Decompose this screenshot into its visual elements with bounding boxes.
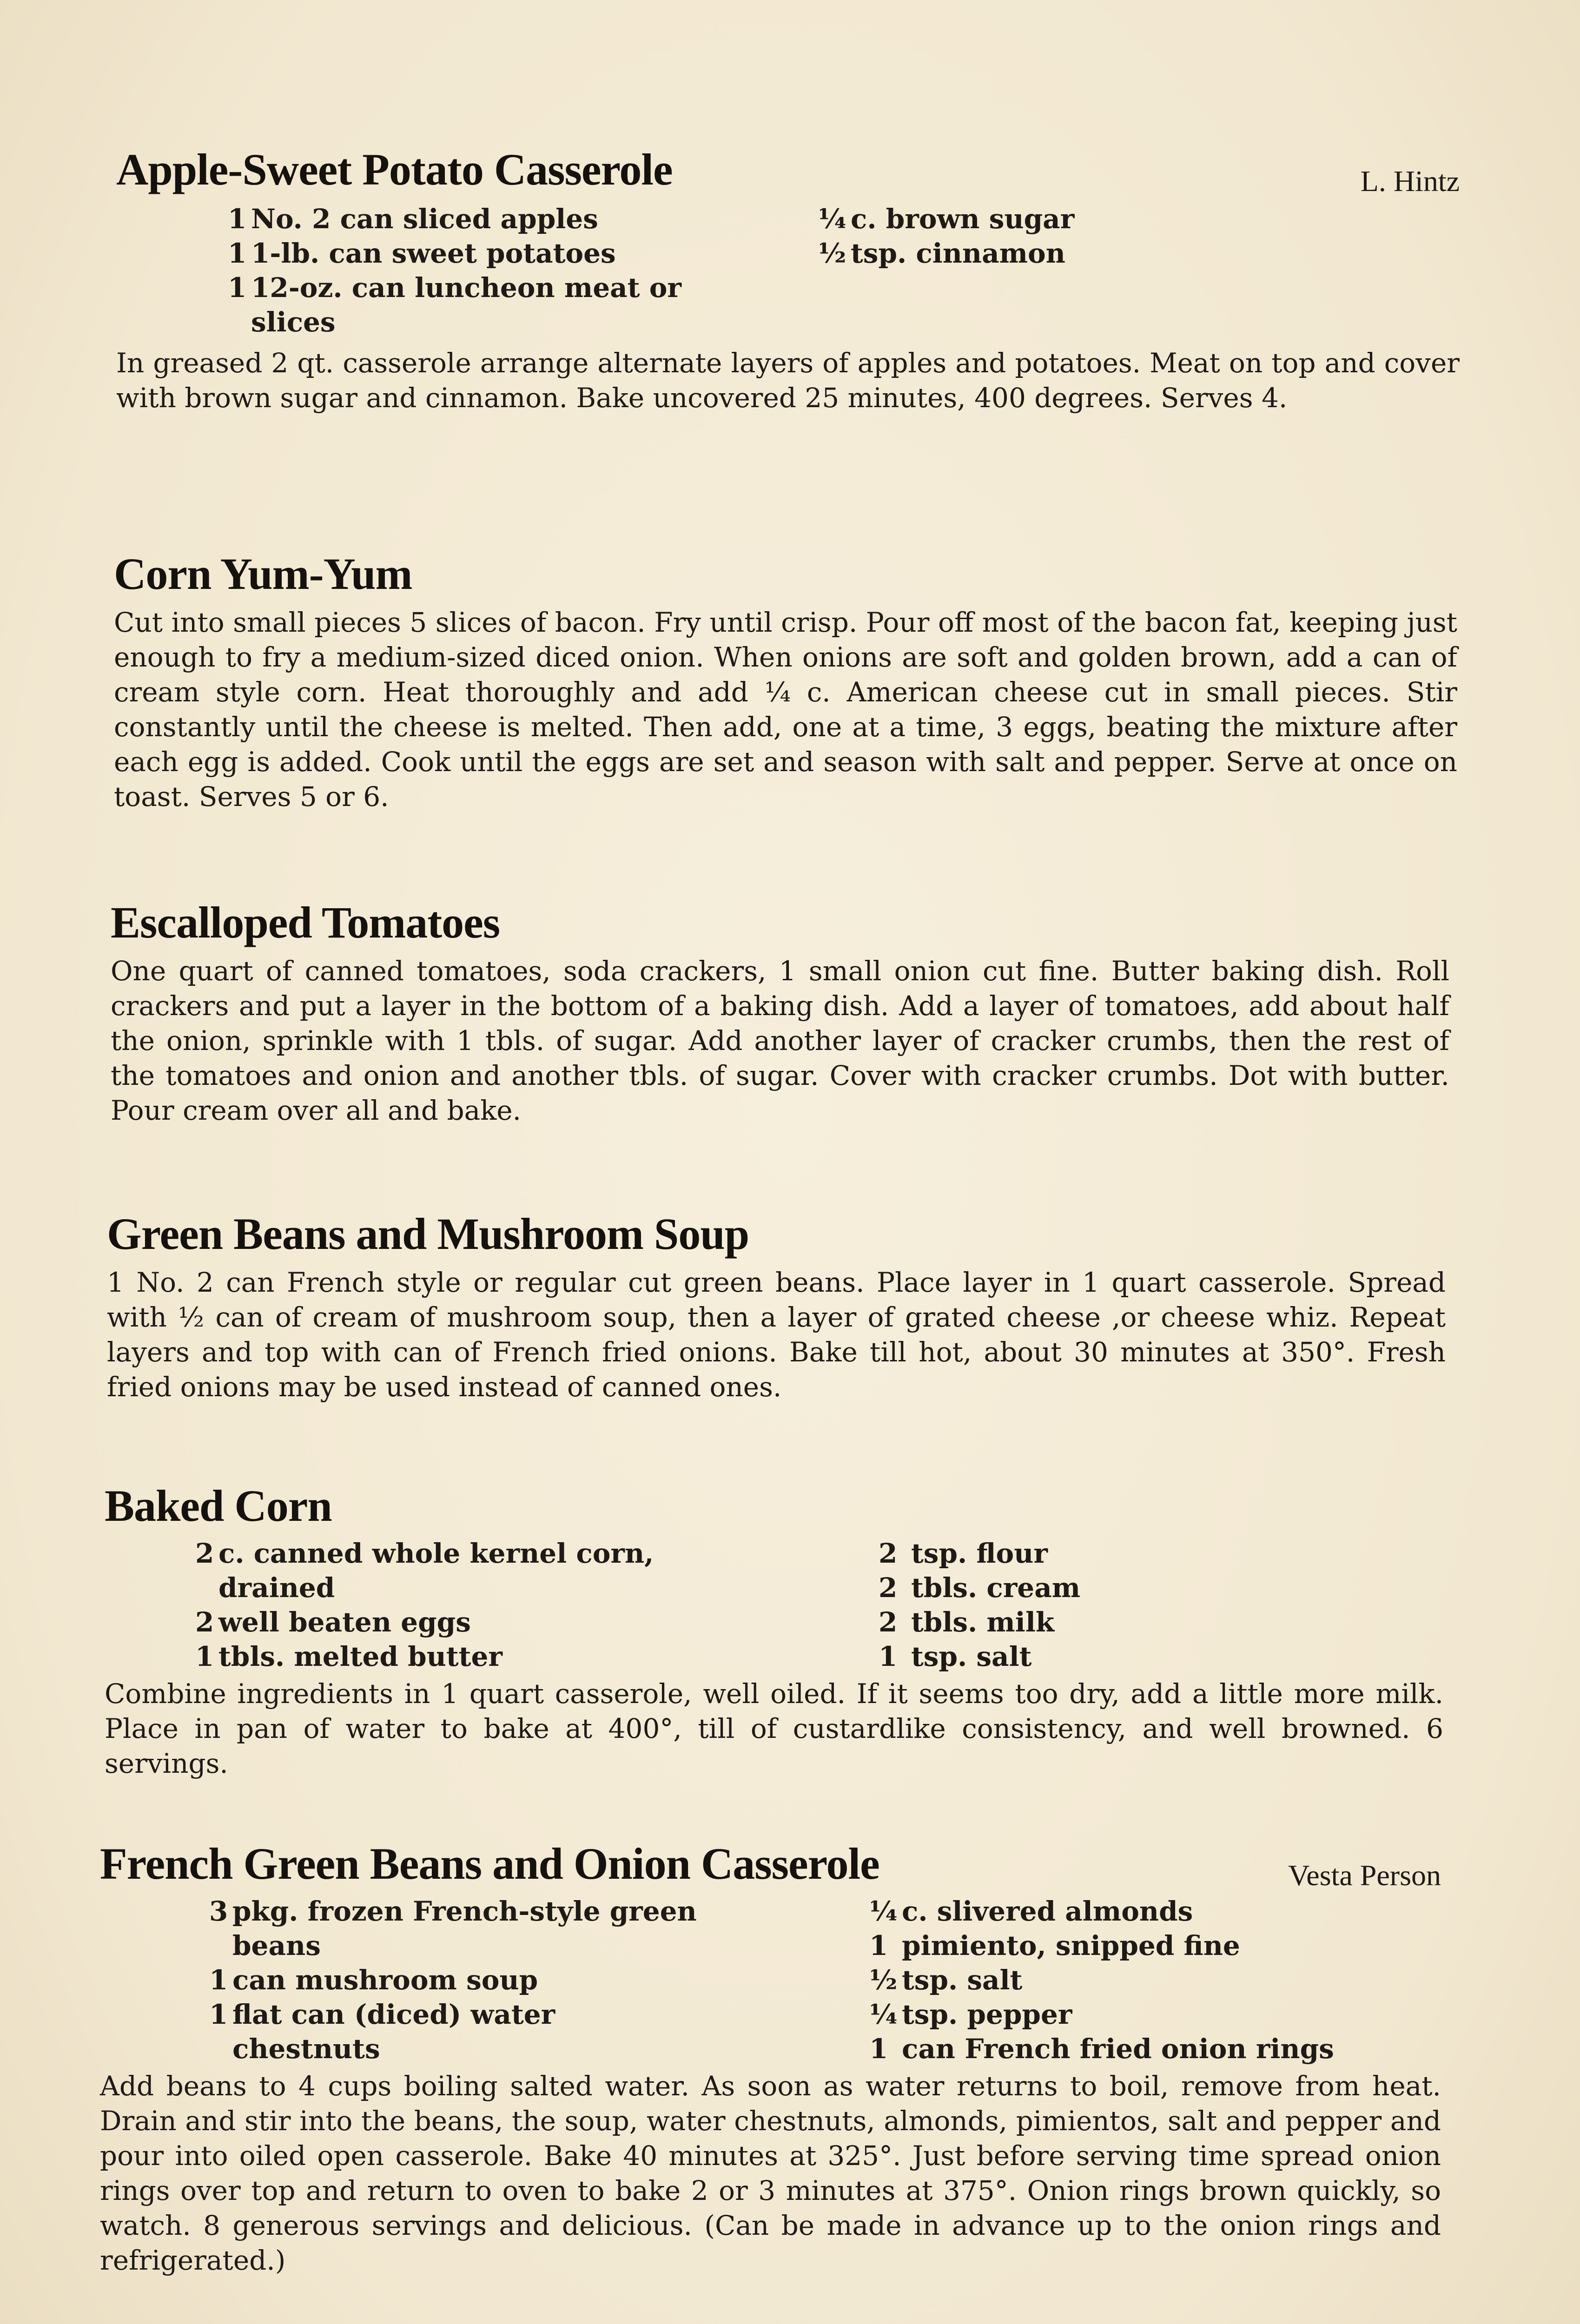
recipe-header bbox=[100, 1834, 1441, 1894]
ingredient-qty: ½ bbox=[869, 1964, 898, 1996]
recipe-escalloped-tomatoes bbox=[111, 892, 1449, 1155]
ingredient-qty: 2 bbox=[195, 1538, 214, 1569]
ingredient bbox=[195, 1605, 962, 1639]
ingredient bbox=[869, 1997, 1548, 2032]
ingredient-list bbox=[116, 202, 1460, 339]
ingredient-text: c. brown sugar bbox=[851, 203, 1075, 235]
ingredient bbox=[228, 271, 716, 339]
ingredient-text: pimiento, snipped fine bbox=[902, 1930, 1240, 1961]
ingredient-qty: 2 bbox=[879, 1538, 898, 1569]
recipe-header bbox=[107, 1204, 1446, 1264]
recipe-title: Escalloped Tomatoes bbox=[111, 898, 500, 947]
ingredient-text: 12-oz. can luncheon meat or slices bbox=[251, 272, 681, 338]
recipe-title: French Green Beans and Onion Casserole bbox=[100, 1839, 879, 1888]
ingredient bbox=[209, 1894, 697, 1963]
ingredient-qty: ½ bbox=[818, 238, 846, 269]
recipe-directions: 1 No. 2 can French style or regular cut green beans. Place layer in 1 quart casserole. Spread with ½ can of cream of mushroom soup, then a layer of grated cheese ,or cheese whiz. Repeat layers and top with can of French fried onions. Bake till hot, about 30 minutes at 350°. Fresh fried onions may be used instead of canned ones. bbox=[107, 1267, 1446, 1403]
ingredient-qty: 1 bbox=[228, 203, 247, 235]
recipe-title: Corn Yum-Yum bbox=[114, 549, 412, 599]
ingredient-text: c. slivered almonds bbox=[902, 1895, 1193, 1927]
recipe-directions: Combine ingredients in 1 quart casserole, well oiled. If it seems too dry, add a little more milk. Place in pan of water to bake at 400°, till of custardlike consistency, and well browned. 6 servings. bbox=[105, 1678, 1443, 1779]
ingredient-qty: 2 bbox=[195, 1606, 214, 1638]
ingredient-text: tsp. cinnamon bbox=[851, 238, 1065, 269]
ingredient-text: tsp. flour bbox=[911, 1538, 1048, 1569]
recipe-directions: Cut into small pieces 5 slices of bacon. Fry until crisp. Pour off most of the bacon fat, keeping just enough to fry a medium-sized diced onion. When onions are soft and golden brown, add a can of cream style corn. Heat thoroughly and add ¼ c. American cheese cut in small pieces. Stir constantly until the cheese is melted. Then add, one at a time, 3 eggs, beating the mixture after each egg is added. Cook until the eggs are set and season with salt and pepper. Serve at once on toast. Serves 5 or 6. bbox=[114, 607, 1457, 812]
ingredient bbox=[879, 1605, 1427, 1639]
ingredient bbox=[879, 1536, 1427, 1571]
recipe-title: Baked Corn bbox=[105, 1481, 332, 1531]
recipe-directions: In greased 2 qt. casserole arrange alternate layers of apples and potatoes. Meat on top and cover with brown sugar and cinnamon. Bake uncovered 25 minutes, 400 degrees. Serves 4. bbox=[116, 347, 1460, 414]
ingredient-column-right bbox=[869, 1894, 1548, 2066]
recipe-french-green-beans-onion-casserole bbox=[100, 1834, 1441, 2305]
ingredient-text: tsp. pepper bbox=[902, 1999, 1072, 2030]
ingredient-text: tsp. salt bbox=[902, 1964, 1023, 1996]
recipe-header bbox=[105, 1476, 1443, 1536]
ingredient-text: tbls. milk bbox=[911, 1606, 1055, 1638]
ingredient-text: c. canned whole kernel corn, drained bbox=[218, 1538, 654, 1604]
recipe-directions: One quart of canned tomatoes, soda crackers, 1 small onion cut fine. Butter baking dish. Roll crackers and put a layer in the bottom of a baking dish. Add a layer of tomatoes, add about half the onion, sprinkle with 1 tbls. of sugar. Add another layer of cracker crumbs, then the rest of the tomatoes and onion and another tbls. of sugar. Cover with cracker crumbs. Dot with butter. Pour cream over all and bake. bbox=[111, 955, 1449, 1126]
recipe-apple-sweet-potato-casserole bbox=[116, 139, 1460, 442]
ingredient-list bbox=[105, 1536, 1443, 1674]
ingredient-text: can mushroom soup bbox=[232, 1964, 538, 1996]
ingredient-qty: 1 bbox=[209, 1999, 228, 2030]
ingredient-text: well beaten eggs bbox=[218, 1606, 471, 1638]
recipe-author: Vesta Person bbox=[1288, 1859, 1441, 1892]
ingredient-qty: 1 bbox=[195, 1641, 214, 1672]
ingredient-qty: ¼ bbox=[869, 1895, 898, 1927]
recipe-directions: Add beans to 4 cups boiling salted water. As soon as water returns to boil, remove from heat. Drain and stir into the beans, the soup, water chestnuts, almonds, pimientos, salt and pepper and pour into oiled open casserole. Bake 40 minutes at 325°. Just before serving time spread onion rings over top and return to oven to bake 2 or 3 minutes at 375°. Onion rings brown quickly, so watch. 8 generous servings and delicious. (Can be made in advance up to the onion rings and refrigerated.) bbox=[100, 2070, 1441, 2276]
ingredient-column-right bbox=[879, 1536, 1427, 1674]
ingredient-qty: ¼ bbox=[818, 203, 846, 235]
ingredient bbox=[879, 1571, 1427, 1605]
recipe-title: Apple-Sweet Potato Casserole bbox=[116, 145, 673, 194]
ingredient bbox=[209, 1997, 674, 2066]
ingredient-text: flat can (diced) water chestnuts bbox=[232, 1999, 555, 2065]
ingredient bbox=[818, 202, 1548, 236]
ingredient-text: No. 2 can sliced apples bbox=[251, 203, 598, 235]
ingredient-qty: 1 bbox=[879, 1641, 898, 1672]
ingredient-text: tsp. salt bbox=[911, 1641, 1032, 1672]
ingredient-text: tbls. cream bbox=[911, 1572, 1081, 1604]
ingredient-text: pkg. frozen French-style green beans bbox=[232, 1895, 697, 1961]
recipe-title: Green Beans and Mushroom Soup bbox=[107, 1209, 749, 1259]
ingredient-qty: 1 bbox=[869, 1930, 888, 1961]
recipe-baked-corn bbox=[105, 1476, 1443, 1808]
recipe-header bbox=[114, 544, 1457, 604]
recipe-corn-yum-yum bbox=[114, 544, 1457, 841]
ingredient-text: can French fried onion rings bbox=[902, 2033, 1334, 2065]
recipe-header bbox=[116, 139, 1460, 200]
ingredient-column-left bbox=[209, 1894, 967, 2066]
ingredient-text: tbls. melted butter bbox=[218, 1641, 502, 1672]
recipe-green-beans-mushroom-soup bbox=[107, 1204, 1446, 1432]
ingredient bbox=[869, 2032, 1548, 2066]
ingredient-qty: ¼ bbox=[869, 1999, 898, 2030]
ingredient-qty: 1 bbox=[228, 272, 247, 304]
ingredient-qty: 1 bbox=[228, 238, 247, 269]
ingredient bbox=[869, 1928, 1548, 1963]
ingredient-qty: 2 bbox=[879, 1606, 898, 1638]
ingredient-qty: 1 bbox=[209, 1964, 228, 1996]
ingredient bbox=[195, 1536, 753, 1605]
ingredient bbox=[195, 1639, 962, 1674]
ingredient-column-right bbox=[818, 202, 1548, 339]
ingredient-column-left bbox=[195, 1536, 962, 1674]
ingredient-qty: 2 bbox=[879, 1572, 898, 1604]
ingredient bbox=[869, 1963, 1548, 1997]
ingredient bbox=[209, 1963, 967, 1997]
ingredient bbox=[869, 1894, 1548, 1928]
ingredient-qty: 1 bbox=[869, 2033, 888, 2065]
ingredient-list bbox=[100, 1894, 1441, 2066]
ingredient bbox=[879, 1639, 1427, 1674]
ingredient-qty: 3 bbox=[209, 1895, 228, 1927]
ingredient bbox=[818, 236, 1548, 271]
recipe-header bbox=[111, 892, 1449, 953]
ingredient-text: 1-lb. can sweet potatoes bbox=[251, 238, 616, 269]
recipe-author: L. Hintz bbox=[1360, 165, 1460, 198]
